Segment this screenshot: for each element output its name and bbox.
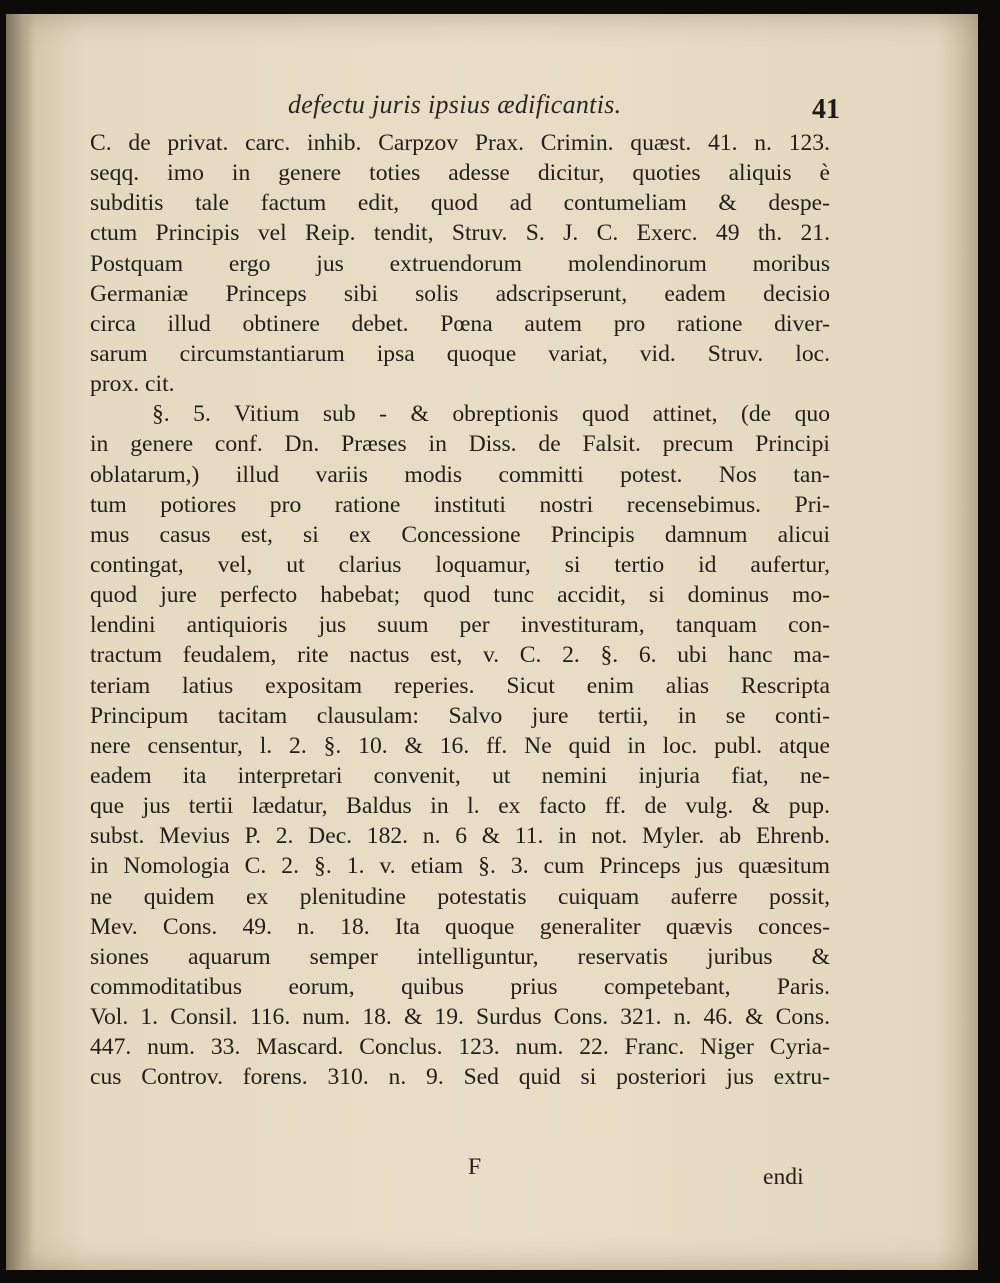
text-line: tum potiores pro ratione instituti nostri recensebimus. Pri- — [90, 491, 830, 518]
text-line: siones aquarum semper intelliguntur, reservatis juribus & — [90, 943, 830, 970]
text-line: Principum tacitam clausulam: Salvo jure tertii, in se conti- — [90, 702, 830, 729]
text-line: tractum feudalem, rite nactus est, v. C. 2. §. 6. ubi hanc ma- — [90, 642, 830, 669]
text-line: eadem ita interpretari convenit, ut nemini injuria fiat, ne- — [90, 762, 830, 789]
text-line: mus casus est, si ex Concessione Principis damnum alicui — [90, 521, 830, 548]
page-footer — [6, 1154, 978, 1190]
book-page — [6, 14, 978, 1270]
text-line: contingat, vel, ut clarius loquamur, si tertio id aufertur, — [90, 551, 830, 578]
text-line: cus Controv. forens. 310. n. 9. Sed quid si posteriori jus extru- — [90, 1064, 830, 1091]
page-binding-shadow — [6, 14, 32, 1270]
text-line: Germaniæ Princeps sibi solis adscripserunt, eadem decisio — [90, 280, 830, 307]
text-line: sarum circumstantiarum ipsa quoque variat, vid. Struv. loc. — [90, 340, 830, 367]
text-line: commoditatibus eorum, quibus prius competebant, Paris. — [90, 973, 830, 1000]
text-line: prox. cit. — [90, 371, 175, 398]
text-line: in genere conf. Dn. Præses in Diss. de Falsit. precum Principi — [90, 431, 830, 458]
text-line: subditis tale factum edit, quod ad contumeliam & despe- — [90, 190, 830, 217]
text-line: que jus tertii lædatur, Baldus in l. ex facto ff. de vulg. & pup. — [90, 793, 830, 820]
text-line: 447. num. 33. Mascard. Conclus. 123. num. 22. Franc. Niger Cyria- — [90, 1034, 830, 1061]
text-line: in Nomologia C. 2. §. 1. v. etiam §. 3. cum Princeps jus quæsitum — [90, 853, 830, 880]
text-line: circa illud obtinere debet. Pœna autem pro ratione diver- — [90, 310, 830, 337]
text-line: C. de privat. carc. inhib. Carpzov Prax. Crimin. quæst. 41. n. 123. — [90, 130, 830, 156]
page-number: 41 — [812, 94, 840, 125]
signature-mark: F — [468, 1154, 482, 1180]
text-line: ctum Principis vel Reip. tendit, Struv. S. J. C. Exerc. 49 th. 21. — [90, 220, 830, 247]
text-line: quod jure perfecto habebat; quod tunc accidit, si dominus mo- — [90, 582, 830, 609]
paragraph-start-line: §. 5. Vitium sub - & obreptionis quod attinet, (de quo — [152, 401, 830, 428]
text-line: Vol. 1. Consil. 116. num. 18. & 19. Surdus Cons. 321. n. 46. & Cons. — [90, 1004, 830, 1031]
text-line: Postquam ergo jus extruendorum molendinorum moribus — [90, 250, 830, 277]
text-line: teriam latius expositam reperies. Sicut enim alias Rescripta — [90, 672, 830, 699]
text-line: seqq. imo in genere toties adesse dicitur, quoties aliquis è — [90, 160, 830, 187]
running-title: defectu juris ipsius ædificantis. — [288, 90, 622, 119]
text-line: lendini antiquioris jus suum per investituram, tanquam con- — [90, 612, 830, 639]
text-line: ne quidem ex plenitudine potestatis cuiquam auferre possit, — [90, 883, 830, 910]
catchword: endi — [763, 1164, 804, 1190]
text-line: Mev. Cons. 49. n. 18. Ita quoque generaliter quævis conces- — [90, 913, 830, 940]
text-line: subst. Mevius P. 2. Dec. 182. n. 6 & 11. in not. Myler. ab Ehrenb. — [90, 823, 830, 850]
text-line: nere censentur, l. 2. §. 10. & 16. ff. Ne quid in loc. publ. atque — [90, 732, 830, 759]
text-line: oblatarum,) illud variis modis committi potest. Nos tan- — [90, 461, 830, 488]
body-text — [90, 128, 830, 1093]
